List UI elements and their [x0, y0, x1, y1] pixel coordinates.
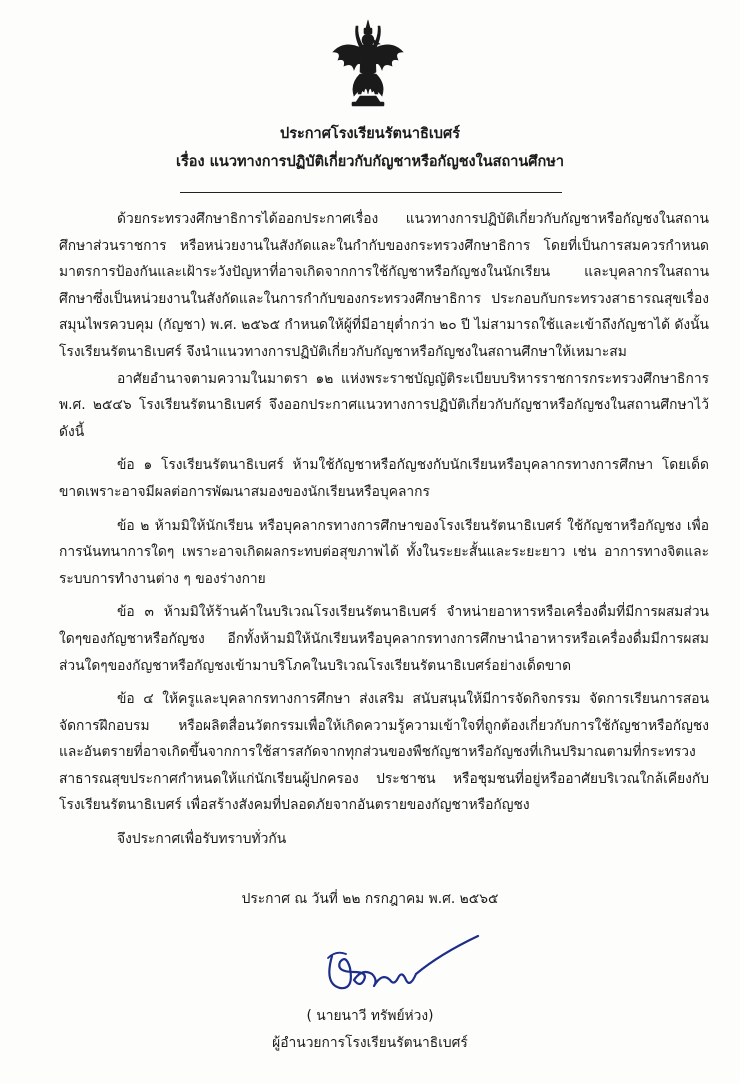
title-divider	[180, 192, 562, 193]
signer-position: ผู้อำนวยการโรงเรียนรัตนาธิเบศร์	[272, 1035, 468, 1051]
paragraph-clause-2: ข้อ ๒ ห้ามมิให้นักเรียน หรือบุคลากรทางการศึกษาของโรงเรียนรัตนาธิเบศร์ ใช้กัญชาหรือกัญชง เพื่อการนันทนาการใดๆ เพราะอาจเกิดผลกระทบต่อสุขภาพได้ ทั้งในระยะสั้นและระยะยาว เช่น อาการทางจิตและระบบการทำงานต่าง ๆ ของร่างกาย	[59, 517, 709, 587]
paragraph-clause-1: ข้อ ๑ โรงเรียนรัตนาธิเบศร์ ห้ามใช้กัญชาหรือกัญชงกับนักเรียนหรือบุคลากรทางการศึกษา โดยเด็ดขาดเพราะอาจมีผลต่อการพัฒนาสมองของนักเรียนหรือบุคลากร	[59, 457, 709, 500]
announcement-body	[59, 206, 709, 853]
garuda-emblem-icon	[330, 18, 406, 110]
paragraph-closing: จึงประกาศเพื่อรับทราบทั่วกัน	[117, 831, 287, 848]
announcement-title: ประกาศโรงเรียนรัตนาธิเบศร์	[280, 126, 460, 142]
signer-name: ( นายนาวี ทรัพย์ห่วง)	[306, 1008, 434, 1024]
signature-image	[310, 928, 485, 998]
paragraph-intro: ด้วยกระทรวงศึกษาธิการได้ออกประกาศเรื่อง แนวทางการปฏิบัติเกี่ยวกับกัญชาหรือกัญชงในสถานศึกษาส่วนราชการ หรือหน่วยงานในสังกัดและในกำกับของกระทรวงศึกษาธิการ โดยที่เป็นการสมควรกำหนดมาตรการป้องกันและเฝ้าระวังปัญหาที่อาจเกิดจากการใช้กัญชาหรือกัญชงในนักเรียน และบุคลากรในสถานศึกษาซึ่งเป็นหน่วยงานในสังกัดและในการกำกับของกระทรวงศึกษาธิการ ประกอบกับกระทรวงสาธารณสุขเรื่องสมุนไพรควบคุม (กัญชา) พ.ศ. ๒๕๖๕ กำหนดให้ผู้ที่มีอายุต่ำกว่า ๒๐ ปี ไม่สามารถใช้และเข้าถึงกัญชาได้ ดังนั้นโรงเรียนรัตนาธิเบศร์ จึงนำแนวทางการปฏิบัติเกี่ยวกับกัญชาหรือกัญชงในสถานศึกษาให้เหมาะสม	[59, 211, 709, 360]
announcement-subject: เรื่อง แนวทางการปฏิบัติเกี่ยวกับกัญชาหรือกัญชงในสถานศึกษา	[176, 154, 564, 170]
announcement-date: ประกาศ ณ วันที่ ๒๒ กรกฎาคม พ.ศ. ๒๕๖๕	[241, 891, 499, 907]
paragraph-authority: อาศัยอำนาจตามความในมาตรา ๑๒ แห่งพระราชบัญญัติระเบียบบริหารราชการกระทรวงศึกษาธิการ พ.ศ. ๒๕๔๖ โรงเรียนรัตนาธิเบศร์ จึงออกประกาศแนวทางการปฏิบัติเกี่ยวกับกัญชาหรือกัญชงในสถานศึกษาไว้ดังนี้	[59, 370, 709, 440]
paragraph-clause-4: ข้อ ๔ ให้ครูและบุคลากรทางการศึกษา ส่งเสริม สนับสนุนให้มีการจัดกิจกรรม จัดการเรียนการสอนจัดการฝึกอบรม หรือผลิตสื่อนวัตกรรมเพื่อให้เกิดความรู้ความเข้าใจที่ถูกต้องเกี่ยวกับการใช้กัญชาหรือกัญชงและอันตรายที่อาจเกิดขึ้นจากการใช้สารสกัดจากทุกส่วนของพืชกัญชาหรือกัญชงที่เกินปริมาณตามที่กระทรวงสาธารณสุขประกาศกำหนดให้แก่นักเรียนผู้ปกครอง ประชาชน หรือชุมชนที่อยู่หรืออาศัยบริเวณใกล้เคียงกับโรงเรียนรัตนาธิเบศร์ เพื่อสร้างสังคมที่ปลอดภัยจากอันตรายของกัญชาหรือกัญชง	[59, 691, 709, 814]
paragraph-clause-3: ข้อ ๓ ห้ามมิให้ร้านค้าในบริเวณโรงเรียนรัตนาธิเบศร์ จำหน่ายอาหารหรือเครื่องดื่มที่มีการผสมส่วนใดๆของกัญชาหรือกัญชง อีกทั้งห้ามมิให้นักเรียนหรือบุคลากรทางการศึกษานำอาหารหรือเครื่องดื่มมีการผสมส่วนใดๆของกัญชาหรือกัญชงเข้ามาบริโภคในบริเวณโรงเรียนรัตนาธิเบศร์อย่างเด็ดขาด	[59, 604, 709, 674]
